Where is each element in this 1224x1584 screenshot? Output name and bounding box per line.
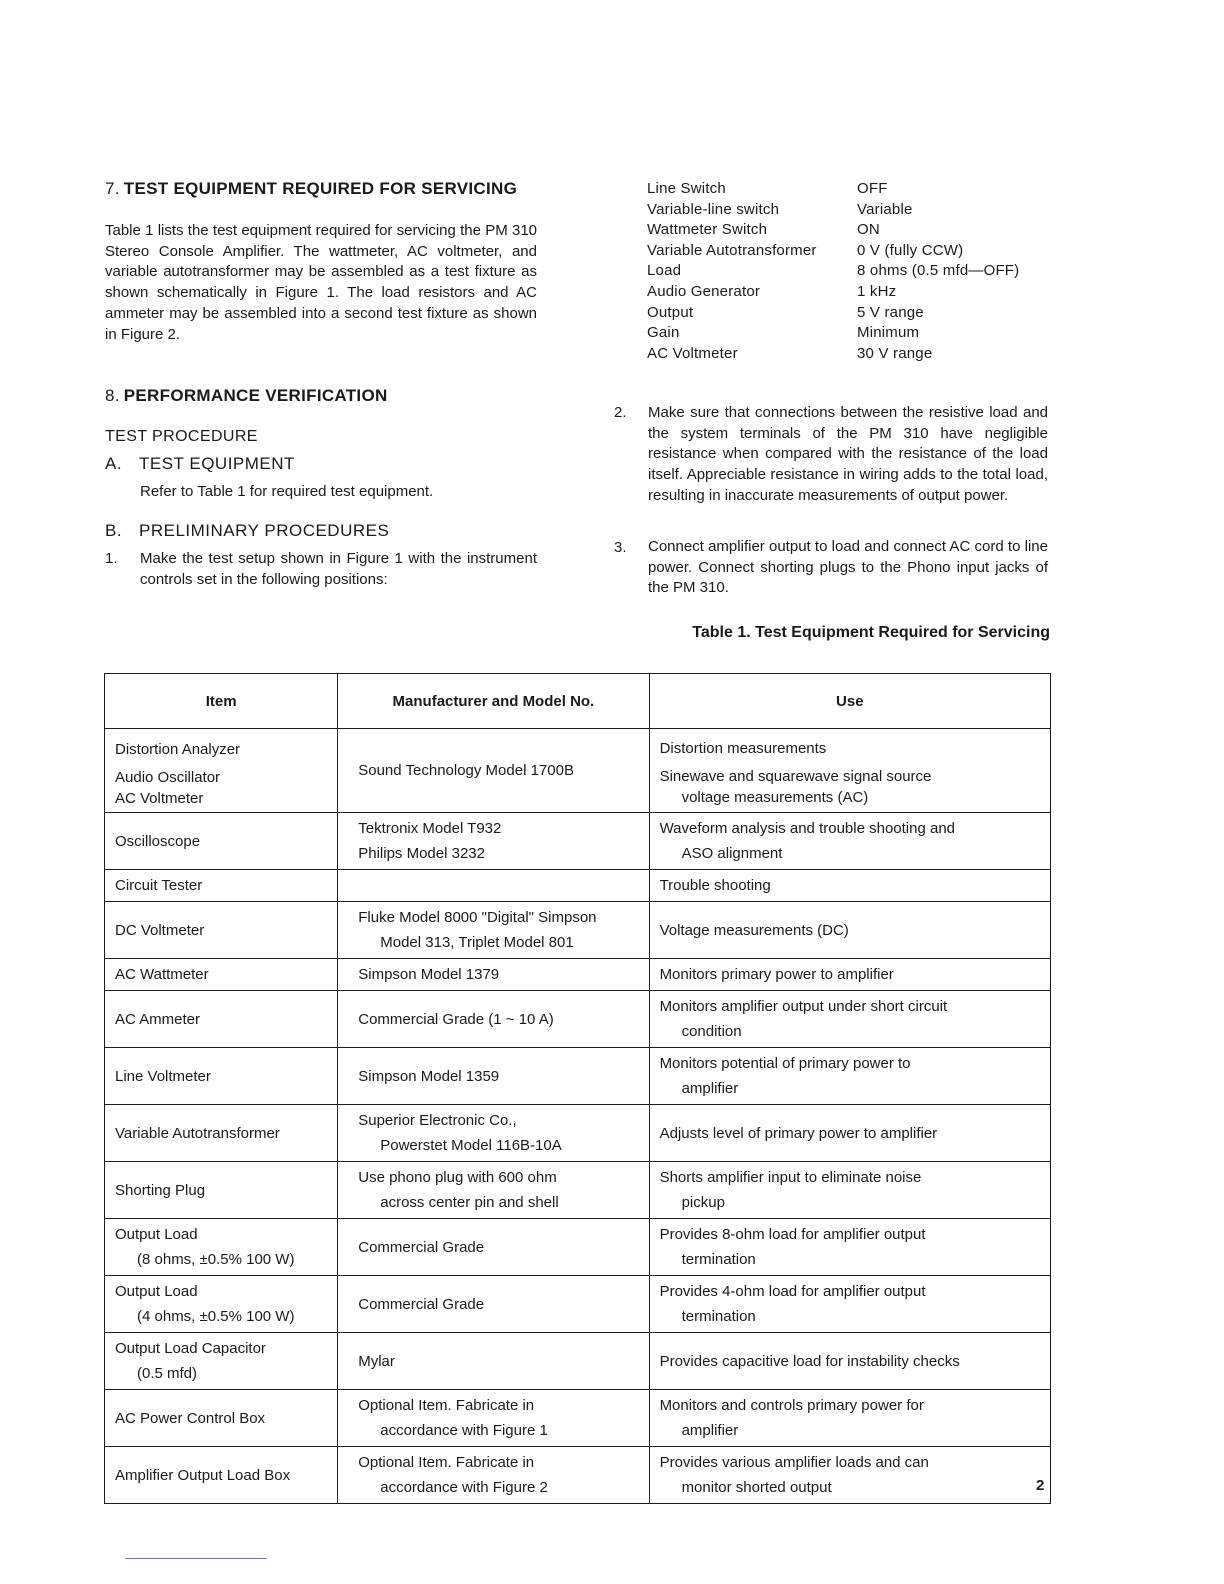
model-line: Optional Item. Fabricate in — [358, 1454, 535, 1471]
setting-value: ON — [857, 221, 880, 239]
model-line: Tektronix Model T932 — [358, 820, 502, 837]
use-line: ASO alignment — [681, 845, 783, 862]
use-line: voltage measurements (AC) — [681, 789, 869, 806]
step-3-text: Connect amplifier output to load and connect AC cord to line power. Connect shorting plugs to the Phono input jacks of the PM 310. — [648, 538, 1048, 597]
use-cell — [649, 959, 1050, 991]
item-cell — [105, 1447, 338, 1504]
page-number: 2 — [1036, 1477, 1045, 1494]
model-line: Model 313, Triplet Model 801 — [380, 934, 574, 951]
table-row — [105, 1276, 1051, 1333]
table-row — [105, 991, 1051, 1048]
model-line: Use phono plug with 600 ohm — [358, 1169, 557, 1186]
item-line: AC Wattmeter — [115, 966, 209, 983]
setting-value: 8 ohms (0.5 mfd—OFF) — [857, 262, 1020, 280]
table-row — [105, 1219, 1051, 1276]
use-cell — [649, 1162, 1050, 1219]
use-line: Distortion measurements — [659, 740, 827, 757]
setting-label: Output — [647, 303, 694, 321]
subsection-b-title: PRELIMINARY PROCEDURES — [139, 521, 390, 540]
item-line: Output Load — [115, 1226, 198, 1243]
table-header-row — [105, 674, 1051, 729]
model-cell — [338, 1162, 649, 1219]
use-line: Sinewave and squarewave signal source — [659, 768, 932, 785]
model-line: Powerstet Model 116B-10A — [380, 1137, 562, 1154]
model-line: across center pin and shell — [380, 1194, 559, 1211]
model-line: Optional Item. Fabricate in — [358, 1397, 535, 1414]
section-8-title: PERFORMANCE VERIFICATION — [123, 386, 388, 405]
item-line: Shorting Plug — [115, 1181, 206, 1199]
item-cell — [105, 959, 338, 991]
model-line: Philips Model 3232 — [358, 845, 485, 862]
item-cell — [105, 1333, 338, 1390]
setting-value: 30 V range — [857, 344, 933, 362]
use-cell — [649, 991, 1050, 1048]
item-line: Variable Autotransformer — [115, 1124, 280, 1142]
setting-value: Minimum — [857, 324, 920, 342]
model-cell — [338, 729, 649, 813]
use-line: condition — [681, 1023, 742, 1040]
section-8-heading — [105, 386, 388, 406]
model-line: Simpson Model 1379 — [358, 966, 500, 983]
item-line: Distortion Analyzer — [115, 741, 241, 758]
use-cell — [649, 902, 1050, 959]
subsection-a-title: TEST EQUIPMENT — [139, 454, 295, 473]
use-line: Provides capacitive load for instability checks — [659, 1352, 960, 1370]
table-row — [105, 729, 1051, 813]
subsection-a-text: Refer to Table 1 for required test equipment. — [140, 483, 434, 500]
table-row — [105, 1333, 1051, 1390]
subsection-a-heading — [105, 454, 295, 474]
use-line: Monitors primary power to amplifier — [659, 966, 894, 983]
setting-label: Gain — [647, 324, 680, 342]
section-7-title: TEST EQUIPMENT REQUIRED FOR SERVICING — [123, 179, 518, 198]
column-header-item: Item — [105, 674, 338, 729]
use-line: termination — [681, 1308, 756, 1325]
step-1-number: 1. — [105, 550, 118, 567]
item-line: AC Voltmeter — [115, 790, 204, 807]
setting-label: Line Switch — [647, 180, 726, 197]
setting-label: Variable-line switch — [647, 200, 780, 218]
setting-value: 5 V range — [857, 303, 924, 321]
item-line: Amplifier Output Load Box — [115, 1466, 291, 1484]
model-line: Commercial Grade — [358, 1238, 485, 1256]
table-row — [105, 1162, 1051, 1219]
table-row — [105, 1048, 1051, 1105]
use-line: termination — [681, 1251, 756, 1268]
use-cell — [649, 1447, 1050, 1504]
item-cell — [105, 813, 338, 870]
item-line: (4 ohms, ±0.5% 100 W) — [137, 1308, 295, 1325]
use-cell — [649, 729, 1050, 813]
item-line: AC Power Control Box — [115, 1409, 266, 1427]
setting-value: Variable — [857, 200, 913, 218]
use-cell — [649, 1390, 1050, 1447]
use-line: Monitors amplifier output under short circuit — [659, 998, 948, 1015]
model-cell — [338, 1105, 649, 1162]
model-line: Mylar — [358, 1352, 395, 1370]
model-cell — [338, 870, 649, 902]
use-line: Shorts amplifier input to eliminate noise — [659, 1169, 922, 1186]
section-7-number: 7. — [105, 179, 120, 198]
table-row — [105, 1447, 1051, 1504]
control-settings-list — [647, 180, 1047, 370]
column-header-manufacturer: Manufacturer and Model No. — [338, 674, 649, 729]
model-cell — [338, 813, 649, 870]
item-line: DC Voltmeter — [115, 921, 205, 939]
step-2-text: Make sure that connections between the resistive load and the system terminals of the PM 310 have negligible resistance when compared with the resistance of the load itself. Appreciable resistance in wiring adds to the total load, resulting in inaccurate measurements of output power. — [648, 404, 1048, 504]
item-cell — [105, 991, 338, 1048]
use-line: amplifier — [681, 1080, 739, 1097]
model-cell — [338, 1447, 649, 1504]
use-line: Trouble shooting — [659, 877, 771, 894]
model-cell — [338, 1333, 649, 1390]
use-line: monitor shorted output — [681, 1479, 832, 1496]
model-cell — [338, 1276, 649, 1333]
item-cell — [105, 1048, 338, 1105]
model-line: accordance with Figure 1 — [380, 1422, 548, 1439]
setting-label: Variable Autotransformer — [647, 241, 817, 259]
use-line: Voltage measurements (DC) — [659, 921, 849, 939]
subsection-a-letter: A. — [105, 454, 123, 473]
model-cell — [338, 1048, 649, 1105]
table-caption: Table 1. Test Equipment Required for Servicing — [692, 624, 1050, 641]
item-line: Circuit Tester — [115, 877, 203, 894]
use-line: Provides 4-ohm load for amplifier output — [659, 1283, 926, 1300]
item-line: (8 ohms, ±0.5% 100 W) — [137, 1251, 295, 1268]
item-line: Audio Oscillator — [115, 769, 221, 786]
model-cell — [338, 1390, 649, 1447]
model-cell — [338, 991, 649, 1048]
setting-value: 1 kHz — [857, 283, 897, 300]
use-line: pickup — [681, 1194, 725, 1211]
model-line: Fluke Model 8000 "Digital" Simpson — [358, 909, 597, 926]
use-cell — [649, 1276, 1050, 1333]
table-row — [105, 813, 1051, 870]
item-cell — [105, 1162, 338, 1219]
setting-value: OFF — [857, 180, 888, 197]
column-header-use: Use — [649, 674, 1050, 729]
model-cell — [338, 1219, 649, 1276]
model-cell — [338, 902, 649, 959]
model-line: Superior Electronic Co., — [358, 1112, 517, 1129]
item-cell — [105, 1390, 338, 1447]
use-cell — [649, 1219, 1050, 1276]
section-8-number: 8. — [105, 386, 120, 405]
use-cell — [649, 813, 1050, 870]
item-cell — [105, 902, 338, 959]
use-cell — [649, 1333, 1050, 1390]
setting-label: Wattmeter Switch — [647, 221, 768, 239]
step-2-number: 2. — [614, 404, 627, 421]
item-cell — [105, 729, 338, 813]
subsection-b-letter: B. — [105, 521, 123, 540]
model-line: accordance with Figure 2 — [380, 1479, 548, 1496]
item-line: Oscilloscope — [115, 832, 201, 850]
item-line: (0.5 mfd) — [137, 1365, 198, 1382]
model-line: Sound Technology Model 1700B — [358, 762, 574, 779]
item-line: Output Load Capacitor — [115, 1340, 266, 1357]
item-cell — [105, 870, 338, 902]
table-row — [105, 902, 1051, 959]
use-cell — [649, 1105, 1050, 1162]
use-line: Monitors potential of primary power to — [659, 1055, 911, 1072]
step-1-text: Make the test setup shown in Figure 1 with the instrument controls set in the following positions: — [140, 550, 537, 588]
step-3-number: 3. — [614, 539, 627, 556]
use-cell — [649, 870, 1050, 902]
table-row — [105, 870, 1051, 902]
setting-label: Audio Generator — [647, 283, 761, 300]
use-line: Monitors and controls primary power for — [659, 1397, 924, 1414]
setting-label: Load — [647, 262, 682, 280]
model-cell — [338, 959, 649, 991]
subsection-b-heading — [105, 521, 389, 541]
item-line: Output Load — [115, 1283, 198, 1300]
item-cell — [105, 1105, 338, 1162]
footer-rule — [125, 1558, 267, 1559]
item-line: Line Voltmeter — [115, 1067, 211, 1085]
use-cell — [649, 1048, 1050, 1105]
model-line: Simpson Model 1359 — [358, 1067, 500, 1085]
section-7-heading — [105, 179, 517, 199]
use-line: Provides 8-ohm load for amplifier output — [659, 1226, 926, 1243]
use-line: Provides various amplifier loads and can — [659, 1454, 929, 1471]
setting-value: 0 V (fully CCW) — [857, 241, 964, 259]
setting-label: AC Voltmeter — [647, 344, 738, 362]
item-cell — [105, 1276, 338, 1333]
item-line: AC Ammeter — [115, 1010, 201, 1028]
model-line: Commercial Grade (1 ~ 10 A) — [358, 1010, 554, 1028]
model-line: Commercial Grade — [358, 1295, 485, 1313]
table-row — [105, 959, 1051, 991]
table-row — [105, 1105, 1051, 1162]
use-line: Adjusts level of primary power to amplifier — [659, 1124, 938, 1142]
test-procedure-label: TEST PROCEDURE — [105, 428, 258, 445]
section-7-paragraph: Table 1 lists the test equipment required for servicing the PM 310 Stereo Console Amplifier. The wattmeter, AC voltmeter, and variable autotransformer may be assembled as a test fixture as shown schematically in Figure 1. The load resistors and AC ammeter may be assembled into a second test fixture as shown in Figure 2. — [105, 222, 537, 343]
use-line: Waveform analysis and trouble shooting and — [659, 820, 956, 837]
test-equipment-table — [104, 673, 1051, 1504]
item-cell — [105, 1219, 338, 1276]
use-line: amplifier — [681, 1422, 739, 1439]
table-row — [105, 1390, 1051, 1447]
